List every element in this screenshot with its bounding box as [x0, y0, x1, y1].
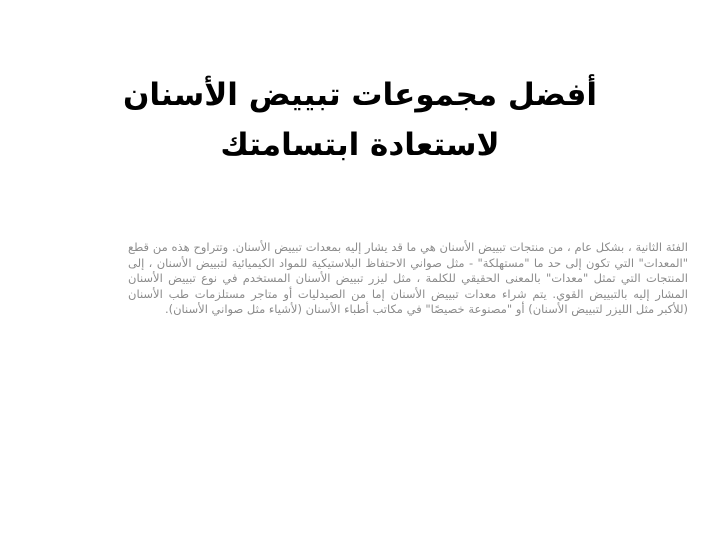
slide-body-text: الفئة الثانية ، بشكل عام ، من منتجات تبييض الأسنان هي ما قد يشار إليه بمعدات تبييض الأسنان. وتتراوح هذه من قطع "المعدات" التي تكون إلى حد ما "مستهلكة" - مثل صواني الاحتفاظ البلاستيكية للمواد الكيميائية لتبييض الأسنان ، إلى المنتجات التي تمثل "معدات" بالمعنى الحقيقي للكلمة ، مثل ليزر تبييض الأسنان المستخدم في نوع تبييض الأسنان المشار إليه بالتبييض القوي. يتم شراء معدات تبييض الأسنان إما من الصيدليات أو متاجر مستلزمات طب الأسنان (للأكبر مثل الليزر لتبييض الأسنان) أو "مصنوعة خصيصًا" في مكاتب أطباء الأسنان (لأشياء مثل صواني الأسنان). — [128, 240, 688, 317]
slide-title: أفضل مجموعات تبييض الأسنان لاستعادة ابتسامتك — [122, 77, 598, 163]
